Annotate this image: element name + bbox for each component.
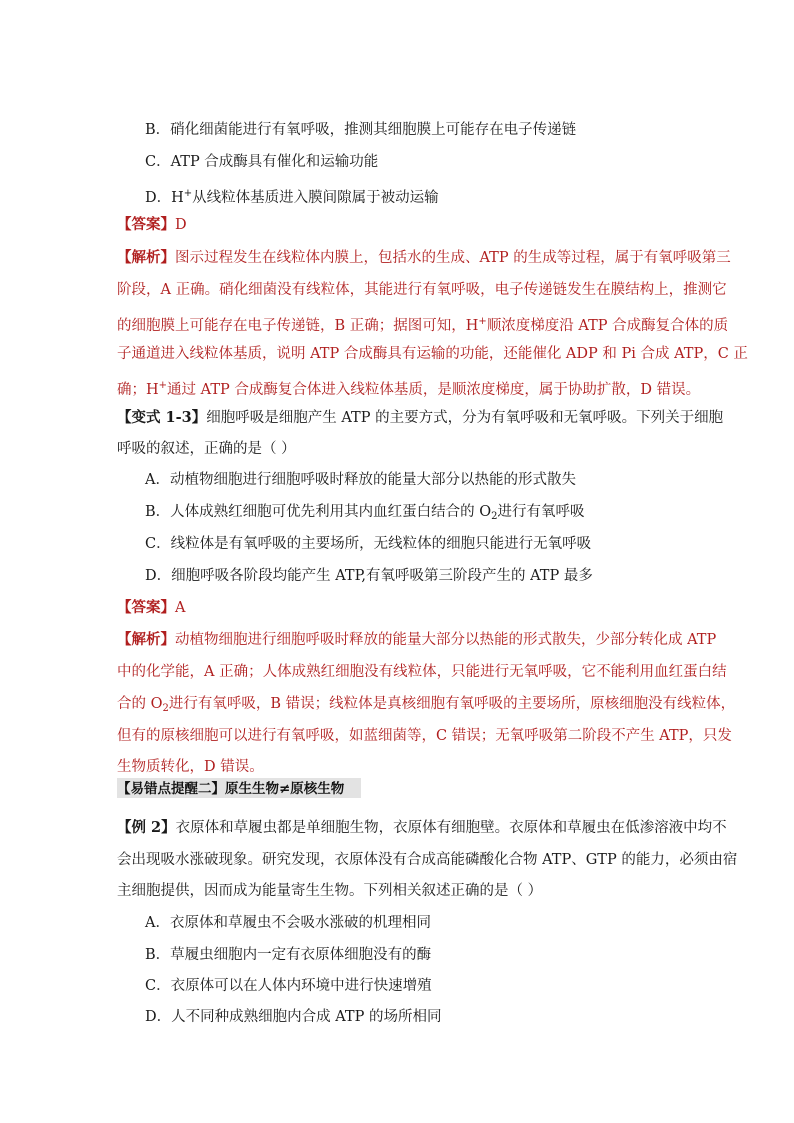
analysis-text: 中的化学能，A 正确；人体成熟红细胞没有线粒体，只能进行无氧呼吸，它不能利用血红蛋白结 <box>117 664 727 680</box>
variant-1-3-option-a <box>145 470 576 490</box>
analysis-label: 【解析】 <box>117 249 175 266</box>
option-text: A．动植物细胞进行细胞呼吸时释放的能量大部分以热能的形式散失 <box>145 472 576 488</box>
analysis-label: 【解析】 <box>117 631 175 648</box>
answer-label: 【答案】 <box>117 216 175 233</box>
analysis-2-line-4 <box>117 726 732 746</box>
analysis-1-line-5 <box>117 376 700 400</box>
analysis-2-line-3 <box>117 694 735 719</box>
option-text: B．硝化细菌能进行有氧呼吸，推测其细胞膜上可能存在电子传递链 <box>145 122 577 138</box>
variant-1-3-option-d <box>145 566 593 586</box>
variant-label: 【变式 1-3】 <box>117 409 207 426</box>
answer-2 <box>117 598 185 618</box>
question-text: 主细胞提供，因而成为能量寄生生物。下列相关叙述正确的是（ ） <box>117 883 543 899</box>
subscript: 2 <box>491 511 498 522</box>
analysis-text: 的细胞膜上可能存在电子传递链，B 正确；据图可知，H <box>117 318 479 334</box>
reminder-heading <box>117 779 344 799</box>
example-2-option-b <box>145 945 431 965</box>
option-text: C．ATP 合成酶具有催化和运输功能 <box>145 154 379 170</box>
option-text: D．细胞呼吸各阶段均能产生 ATP,有氧呼吸第三阶段产生的 ATP 最多 <box>145 568 593 584</box>
option-text: A．衣原体和草履虫不会吸水涨破的机理相同 <box>145 915 431 931</box>
superscript: + <box>158 380 168 391</box>
variant-1-3-option-c <box>145 534 591 554</box>
example-2-option-d <box>145 1007 441 1027</box>
analysis-text: 通过 ATP 合成酶复合体进入线粒体基质，是顺浓度梯度，属于协助扩散，D 错误。 <box>167 382 701 398</box>
analysis-text: 阶段，A 正确。硝化细菌没有线粒体，其能进行有氧呼吸，电子传递链发生在膜结构上，推测它 <box>117 282 727 298</box>
option-text: B．草履虫细胞内一定有衣原体细胞没有的酶 <box>145 947 432 963</box>
question-text: 呼吸的叙述，正确的是（ ） <box>117 441 296 457</box>
variant-1-3-option-b <box>145 502 585 527</box>
superscript: + <box>478 316 487 327</box>
answer-value: A <box>175 600 186 616</box>
subscript: 2 <box>162 703 169 714</box>
analysis-1-line-1 <box>117 248 731 268</box>
answer-1 <box>117 215 187 235</box>
example-2-stem-line-1 <box>117 818 727 838</box>
analysis-text: 子通道进入线粒体基质，说明 ATP 合成酶具有运输的功能，还能催化 ADP 和 Pi 合成 ATP，C 正 <box>117 346 748 362</box>
example-2-stem-line-3 <box>117 881 542 901</box>
example-label: 【例 2】 <box>117 819 176 836</box>
analysis-text: 图示过程发生在线粒体内膜上，包括水的生成、ATP 的生成等过程，属于有氧呼吸第三 <box>175 250 731 266</box>
variant-1-3-stem-line-2 <box>117 439 296 459</box>
analysis-2-line-1 <box>117 630 716 650</box>
analysis-text: 合的 O <box>117 696 163 712</box>
option-text: C．线粒体是有氧呼吸的主要场所，无线粒体的细胞只能进行无氧呼吸 <box>145 536 592 552</box>
example-2-option-c <box>145 976 432 996</box>
analysis-text: 确；H <box>117 382 159 398</box>
answer-value: D <box>175 217 187 233</box>
q1-option-b <box>145 120 576 140</box>
q1-option-d <box>145 184 439 208</box>
analysis-text: 生物质转化，D 错误。 <box>117 759 264 775</box>
analysis-1-line-4 <box>117 344 748 364</box>
reminder-text: 【易错点提醒二】原生生物≠原核生物 <box>117 781 345 797</box>
question-text: 细胞呼吸是细胞产生 ATP 的主要方式，分为有氧呼吸和无氧呼吸。下列关于细胞 <box>206 410 724 426</box>
q1-option-c <box>145 152 378 172</box>
analysis-text: 顺浓度梯度沿 ATP 合成酶复合体的质 <box>486 318 729 334</box>
example-2-option-a <box>145 913 431 933</box>
option-text: C．衣原体可以在人体内环境中进行快速增殖 <box>145 978 432 994</box>
analysis-text: 但有的原核细胞可以进行有氧呼吸，如蓝细菌等，C 错误；无氧呼吸第二阶段不产生 ATP，只发 <box>117 728 732 744</box>
analysis-2-line-5 <box>117 757 264 777</box>
analysis-text: 进行有氧呼吸，B 错误；线粒体是真核细胞有氧呼吸的主要场所，原核细胞没有线粒体， <box>168 696 736 712</box>
analysis-1-line-3 <box>117 312 728 336</box>
option-text: D．H <box>145 190 184 206</box>
example-2-stem-line-2 <box>117 850 737 870</box>
question-text: 衣原体和草履虫都是单细胞生物，衣原体有细胞壁。衣原体和草履虫在低渗溶液中均不 <box>175 820 727 836</box>
option-text: B．人体成熟红细胞可优先利用其内血红蛋白结合的 O <box>145 504 492 520</box>
question-text: 会出现吸水涨破现象。研究发现，衣原体没有合成高能磷酸化合物 ATP、GTP 的能力，必须由宿 <box>117 852 738 868</box>
answer-label: 【答案】 <box>117 599 175 616</box>
option-text: D．人不同种成熟细胞内合成 ATP 的场所相同 <box>145 1009 442 1025</box>
analysis-2-line-2 <box>117 662 727 682</box>
option-text: 从线粒体基质进入膜间隙属于被动运输 <box>192 190 439 206</box>
analysis-text: 动植物细胞进行细胞呼吸时释放的能量大部分以热能的形式散失，少部分转化成 ATP <box>175 632 717 648</box>
superscript: + <box>183 188 193 199</box>
option-text: 进行有氧呼吸 <box>497 504 585 520</box>
analysis-1-line-2 <box>117 280 727 300</box>
variant-1-3-stem-line-1 <box>117 408 723 428</box>
